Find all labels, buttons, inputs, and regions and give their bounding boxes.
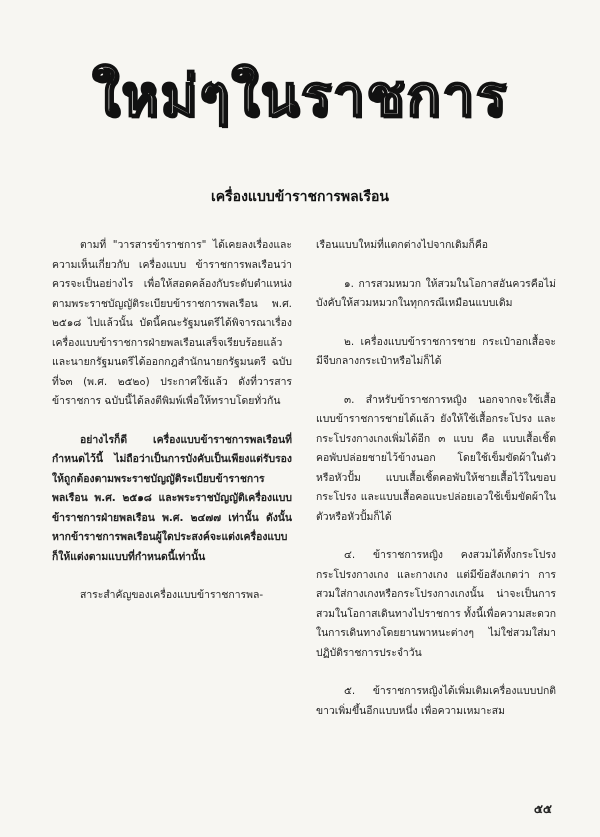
right-column — [316, 236, 556, 721]
page-title: ใหม่ๆในราชการ — [92, 64, 508, 129]
left-column — [52, 236, 292, 606]
article-subtitle: เครื่องแบบข้าราชการพลเรือน — [211, 189, 389, 205]
paragraph: อย่างไรก็ดี เครื่องแบบข้าราชการพลเรือนที่กำหนดไว้นี้ ไม่ถือว่าเป็นการบังคับเป็นเพียงแต่รับรองให้ถูกต้องตามพระราชบัญญัติระเบียบข้าราชการพลเรือน พ.ศ. ๒๕๑๘ และพระราชบัญญัติเครื่องแบบข้าราชการฝ่ายพลเรือน พ.ศ. ๒๔๗๗ เท่านั้น ดังนั้น หากข้าราชการพลเรือนผู้ใดประสงค์จะแต่งเครื่องแบบก็ให้แต่งตามแบบที่กำหนดนี้เท่านั้น — [52, 433, 292, 563]
paragraph: ๕. ข้าราชการหญิงได้เพิ่มเติมเครื่องแบบปกติขาวเพิ่มขึ้นอีกแบบหนึ่ง เพื่อความเหมาะสม — [316, 685, 556, 717]
paragraph: สาระสำคัญของเครื่องแบบข้าราชการพล- — [80, 589, 264, 601]
page-number: ๕๕ — [533, 802, 552, 816]
paragraph: ๒. เครื่องแบบข้าราชการชาย กระเป๋าอกเสื้อจะมีจีบกลางกระเป๋าหรือไม่ก็ได้ — [316, 335, 556, 367]
paragraph: ๓. สำหรับข้าราชการหญิง นอกจากจะใช้เสื้อแบบข้าราชการชายได้แล้ว ยังให้ใช้เสื้อกระโปรง และกระโปรงกางเกงเพิ่มได้อีก ๓ แบบ คือ แบบเสื้อเชิ้ตคอพับปล่อยชายไว้ข้างนอก โดยใช้เข็มขัดผ้าในตัวหรือหัวปั้ม แบบเสื้อเชิ้ตคอพับให้ชายเสื้อไว้ในขอบกระโปรง และแบบเสื้อคอแบะปล่อยเอวใช้เข็มขัดผ้าในตัวหรือหัวปั้มก็ได้ — [316, 393, 556, 523]
paragraph: ๑. การสวมหมวก ให้สวมในโอกาสอันควรคือไม่บังคับให้สวมหมวกในทุกกรณีเหมือนแบบเดิม — [316, 277, 556, 309]
paragraph: เรือนแบบใหม่ที่แตกต่างไปจากเดิมก็คือ — [316, 239, 489, 251]
paragraph: ๔. ข้าราชการหญิง คงสวมได้ทั้งกระโปรง กระโปรงกางเกง และกางเกง แต่มีข้อสังเกตว่า การสวมใส่กางเกงหรือกระโปรงกางเกงนั้น น่าจะเป็นการสวมในโอกาสเดินทางไปราชการ ทั้งนี้เพื่อความสะดวกในการเดินทางโดยยานพาหนะต่างๆ ไม่ใช่สวมใส่มาปฏิบัติราชการประจำวัน — [316, 549, 556, 659]
paragraph: ตามที่ "วารสารข้าราชการ" ได้เคยลงเรื่องและความเห็นเกี่ยวกับ เครื่องแบบ ข้าราชการพลเรือนว่า ควรจะเป็นอย่างไร เพื่อให้สอดคล้องกับระดับตำแหน่งตามพระราชบัญญัติระเบียบข้าราชการพลเรือน พ.ศ. ๒๕๑๘ ไปแล้วนั้น บัดนี้คณะรัฐมนตรีได้พิจารณาเรื่องเครื่องแบบข้าราชการฝ่ายพลเรือนเสร็จเรียบร้อยแล้ว และนายกรัฐมนตรีได้ออกกฎสำนักนายกรัฐมนตรี ฉบับที่๖๓ (พ.ศ. ๒๕๒๐) ประกาศใช้แล้ว ดังที่วารสารข้าราชการ ฉบับนี้ได้ลงตีพิมพ์เพื่อให้ทราบโดยทั่วกัน — [52, 239, 292, 407]
